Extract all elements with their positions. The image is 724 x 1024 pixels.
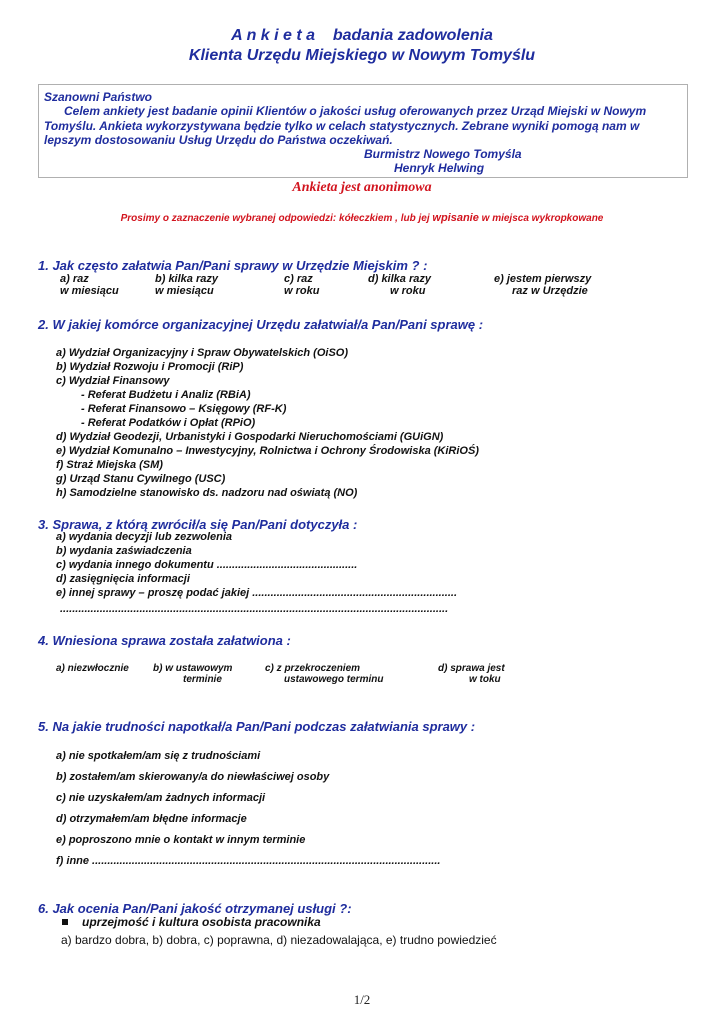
q4-option-c-line2: ustawowego terminu: [284, 674, 384, 685]
q2-item-c[interactable]: c) Wydział Finansowy: [56, 375, 170, 387]
intro-greeting: Szanowni Państwo: [44, 90, 153, 104]
square-bullet-icon: [62, 919, 68, 925]
q1-option-a-line1: a) raz: [60, 273, 89, 285]
q2-item-d[interactable]: d) Wydział Geodezji, Urbanistyki i Gospodarki Nieruchomościami (GUiGN): [56, 431, 444, 443]
intro-text-3: lepszym dostosowaniu Usług Urzędu do Państwa oczekiwań.: [44, 133, 393, 147]
q4-option-b-line1: b) w ustawowym: [153, 663, 233, 674]
anonymous-note: Ankieta jest anonimowa: [292, 180, 432, 195]
question-5-title: 5. Na jakie trudności napotkał/a Pan/Pani podczas załatwiania sprawy :: [38, 719, 476, 734]
intro-text-2: Tomyślu. Ankieta wykorzystywana będzie tylko w celach statystycznych. Zebrane wyniki pomogą nam w: [44, 119, 640, 133]
question-4-title: 4. Wniesiona sprawa została załatwiona :: [38, 633, 291, 648]
q2-item-g[interactable]: g) Urząd Stanu Cywilnego (USC): [56, 473, 226, 485]
q2-subitem-rpio[interactable]: - Referat Podatków i Opłat (RPiO): [81, 417, 256, 429]
q3-item-e-continuation[interactable]: ...............................................................................................................................: [60, 603, 449, 615]
q2-item-f[interactable]: f) Straż Miejska (SM): [56, 459, 163, 471]
q1-option-e-line2: raz w Urzędzie: [512, 285, 588, 297]
q2-item-h[interactable]: h) Samodzielne stanowisko ds. nadzoru nad oświatą (NO): [56, 487, 358, 499]
question-3-title: 3. Sprawa, z którą zwrócił/a się Pan/Pani dotyczyła :: [38, 517, 358, 532]
q3-item-d[interactable]: d) zasięgnięcia informacji: [56, 573, 190, 585]
q1-option-c-line1: c) raz: [284, 273, 313, 285]
q4-option-d-line2: w toku: [469, 674, 501, 685]
q2-item-b[interactable]: b) Wydział Rozwoju i Promocji (RiP): [56, 361, 244, 373]
q1-option-d-line2: w roku: [390, 285, 426, 297]
q5-item-c[interactable]: c) nie uzyskałem/am żadnych informacji: [56, 792, 266, 804]
instruction-part-b: wpisanie: [432, 212, 479, 224]
q1-option-b-line1: b) kilka razy: [155, 273, 218, 285]
survey-title-line1: [0, 27, 724, 45]
q5-item-d[interactable]: d) otrzymałem/am błędne informacje: [56, 813, 247, 825]
survey-title-line2: Klienta Urzędu Miejskiego w Nowym Tomyślu: [188, 47, 536, 64]
q3-item-c[interactable]: c) wydania innego dokumentu ..............................................: [56, 559, 358, 571]
q1-option-d[interactable]: [368, 273, 431, 297]
q1-option-b-line2: w miesiącu: [155, 285, 214, 297]
q1-option-e[interactable]: [494, 273, 591, 297]
q4-option-b[interactable]: [153, 663, 232, 685]
q4-option-a[interactable]: [56, 663, 129, 674]
q5-item-f[interactable]: f) inne ..................................................................................................................: [56, 855, 441, 867]
q4-option-c[interactable]: [265, 663, 383, 685]
instruction-line: [0, 212, 724, 224]
title-subtitle: badania zadowolenia: [332, 27, 493, 44]
q3-item-b[interactable]: b) wydania zaświadczenia: [56, 545, 192, 557]
question-1-title: 1. Jak często załatwia Pan/Pani sprawy w Urzędzie Miejskim ? :: [38, 258, 428, 273]
q2-subitem-rfk[interactable]: - Referat Finansowo – Księgowy (RF-K): [81, 403, 287, 415]
intro-signature-title: Burmistrz Nowego Tomyśla: [364, 147, 522, 161]
q2-item-a[interactable]: a) Wydział Organizacyjny i Spraw Obywatelskich (OiSO): [56, 347, 348, 359]
q1-option-c[interactable]: [284, 273, 319, 297]
instruction-part-c: w miejsca wykropkowane: [481, 213, 604, 224]
q1-option-a-line2: w miesiącu: [60, 285, 119, 297]
q5-item-a[interactable]: a) nie spotkałem/am się z trudnościami: [56, 750, 261, 762]
q4-option-b-line2: terminie: [183, 674, 222, 685]
q3-item-a[interactable]: a) wydania decyzji lub zezwolenia: [56, 531, 233, 543]
q4-option-c-line1: c) z przekroczeniem: [265, 663, 361, 674]
q6-rating-scale[interactable]: a) bardzo dobra, b) dobra, c) poprawna, d) niezadowalająca, e) trudno powiedzieć: [61, 933, 497, 947]
instruction-part-a: Prosimy o zaznaczenie wybranej odpowiedzi: kółeczkiem , lub jej: [120, 213, 430, 224]
q1-option-c-line2: w roku: [284, 285, 320, 297]
q1-option-e-line1: e) jestem pierwszy: [494, 273, 592, 285]
question-6-title: 6. Jak ocenia Pan/Pani jakość otrzymanej usługi ?:: [38, 901, 352, 916]
q1-option-a[interactable]: [60, 273, 119, 297]
title-word-ankieta: A n k i e t a: [231, 27, 316, 44]
q3-item-e[interactable]: e) innej sprawy – proszę podać jakiej ...................................................................: [56, 587, 458, 599]
intro-signature-name: Henryk Helwing: [394, 161, 485, 175]
q6-criterion: uprzejmość i kultura osobista pracownika: [82, 915, 321, 929]
q4-option-a-line1: a) niezwłocznie: [56, 663, 129, 674]
q4-option-d[interactable]: [438, 663, 505, 685]
q5-item-e[interactable]: e) poproszono mnie o kontakt w innym terminie: [56, 834, 306, 846]
question-2-title: 2. W jakiej komórce organizacyjnej Urzędu załatwiał/a Pan/Pani sprawę :: [38, 317, 484, 332]
q2-item-e[interactable]: e) Wydział Komunalno – Inwestycyjny, Rolnictwa i Ochrony Środowiska (KiRiOŚ): [56, 445, 479, 457]
q4-option-d-line1: d) sprawa jest: [438, 663, 505, 674]
q5-item-b[interactable]: b) zostałem/am skierowany/a do niewłaściwej osoby: [56, 771, 330, 783]
intro-text-1: Celem ankiety jest badanie opinii Klientów o jakości usług oferowanych przez Urząd Miejski w Nowym: [64, 104, 647, 118]
page-number: 1/2: [353, 992, 371, 1007]
q1-option-d-line1: d) kilka razy: [368, 273, 431, 285]
q1-option-b[interactable]: [155, 273, 218, 297]
q2-subitem-rbia[interactable]: - Referat Budżetu i Analiz (RBiA): [81, 389, 251, 401]
